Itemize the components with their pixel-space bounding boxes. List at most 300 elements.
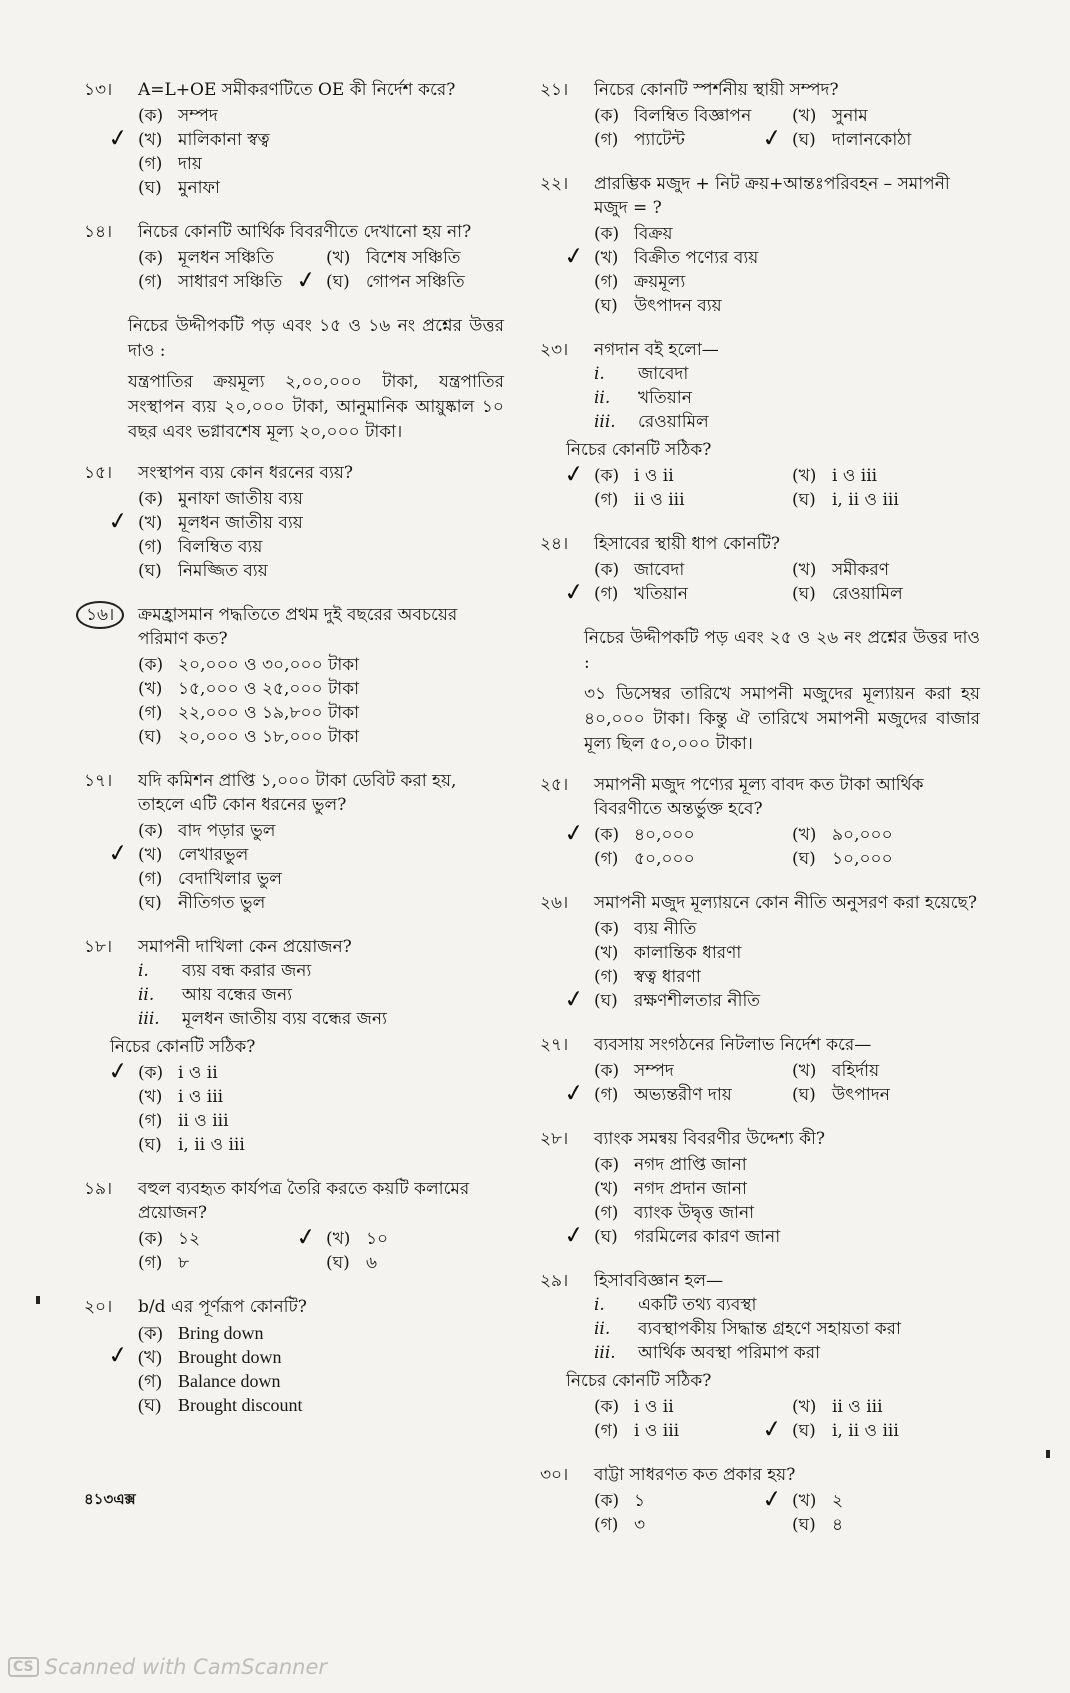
option-2[interactable] [138,1085,504,1109]
option-3[interactable] [594,1201,980,1225]
option-2[interactable] [792,823,980,847]
question-number: ২৩। [540,340,569,360]
option-text: ১০ [366,1229,389,1249]
option-4[interactable] [138,1393,504,1417]
option-text: মুনাফা [178,178,220,198]
question-text: নিচের কোনটি আর্থিক বিবরণীতে দেখানো হয় না? [138,222,472,242]
options [138,246,504,294]
tick-mark-icon: ✓ [562,983,586,1015]
question-6 [84,935,504,1157]
option-4[interactable] [760,1413,980,1445]
tick-mark-icon: ✓ [760,1483,784,1515]
which-correct-prompt: নিচের কোনটি সঠিক? [566,1371,712,1391]
option-text: মূলধন জাতীয় ব্যয় [178,513,303,533]
options [106,819,504,915]
question-text: নগদান বই হলো— [594,340,719,360]
option-text: i, ii ও iii [178,1135,245,1155]
tick-mark-icon: ✓ [562,576,586,608]
statement-list [594,1293,980,1365]
option-4[interactable] [792,1083,980,1107]
statement-label: i. [138,961,149,981]
statement-item [594,1293,980,1317]
option-1[interactable] [594,558,782,582]
question-text: b/d এর পূর্ণরূপ কোনটি? [138,1297,307,1317]
question-text: হিসাবের স্থায়ী ধাপ কোনটি? [594,534,780,554]
tick-mark-icon: ✓ [760,1413,784,1445]
option-label: (গ) [594,272,619,292]
stimulus-text: যন্ত্রপাতির ক্রয়মূল্য ২,০০,০০০ টাকা, যন্ত্রপাতির সংস্থাপন ব্যয় ২০,০০০ টাকা, আনুমানিক আয়ুষ্কাল ১০ বছর এবং ভগ্নাবশেষ মূল্য ২০,০০০ টাকা। [128,372,504,442]
option-text: বাদ পড়ার ভুল [178,821,276,841]
option-1[interactable] [594,917,980,941]
watermark-text: Scanned with CamScanner [44,1655,328,1679]
option-label: (ক) [138,1323,163,1343]
options [594,1483,980,1537]
option-label: (খ) [138,1347,162,1367]
option-label: (গ) [138,1111,163,1131]
statement-label: iii. [138,1009,160,1029]
option-text: i ও iii [634,1421,680,1441]
option-label: (খ) [594,1179,619,1199]
option-label: (গ) [594,1515,619,1535]
options [562,1153,980,1251]
option-text: সম্পদ [178,106,218,126]
option-3[interactable] [562,576,782,608]
option-1[interactable] [594,1153,980,1177]
option-2[interactable] [792,464,980,488]
option-2[interactable] [792,558,980,582]
option-4[interactable] [760,122,980,154]
question-8 [540,1127,980,1249]
option-text: ১২ [178,1229,201,1249]
statement-text: একটি তথ্য ব্যবস্থা [638,1295,757,1315]
options [562,558,980,608]
option-text: ৪ [832,1515,844,1535]
option-1[interactable] [562,817,782,849]
option-label: (খ) [792,1491,817,1511]
statement-item [138,959,504,983]
option-1[interactable] [138,246,316,270]
option-label: (ক) [138,821,164,841]
option-3[interactable] [594,270,980,294]
question-number: ৩০। [540,1465,569,1485]
option-label: (ঘ) [792,849,816,869]
option-label: (ক) [138,248,164,268]
option-text: মুনাফা জাতীয় ব্যয় [178,489,303,509]
option-2[interactable] [294,1221,504,1253]
scan-speck [1046,1450,1050,1458]
options [594,1395,980,1443]
stimulus-passage [84,314,504,445]
option-1[interactable] [138,104,504,128]
option-2[interactable] [106,1339,504,1371]
option-4[interactable] [792,1513,980,1537]
option-4[interactable] [792,488,980,512]
statement-item [138,983,504,1007]
question-number: ২৬। [540,893,569,913]
tick-mark-icon: ✓ [562,1219,586,1251]
statement-item [594,386,980,410]
option-label: (ঘ) [326,272,350,292]
option-4[interactable] [792,582,980,606]
statement-label: i. [594,1295,605,1315]
tick-mark-icon: ✓ [106,505,130,537]
option-label: (ক) [594,825,620,845]
option-label: (গ) [138,703,163,723]
tick-mark-icon: ✓ [294,264,318,296]
option-text: i ও iii [178,1087,224,1107]
option-label: (খ) [138,130,163,150]
statement-item [594,1317,980,1341]
option-label: (ঘ) [792,490,816,510]
statement-text: মূলধন জাতীয় ব্যয় বন্ধের জন্য [182,1009,387,1029]
option-label: (ঘ) [138,1395,162,1415]
option-text: উৎপাদন ব্যয় [634,296,722,316]
statement-text: রেওয়ামিল [638,412,709,432]
option-4[interactable] [138,891,504,915]
option-3[interactable] [594,1513,782,1537]
option-label: (গ) [594,130,619,150]
option-text: বেদাখিলার ভুল [178,869,282,889]
question-text: নিচের কোনটি স্পর্শনীয় স্থায়ী সম্পদ? [594,80,839,100]
option-text: বিলম্বিত বিজ্ঞাপন [634,106,752,126]
option-1[interactable] [594,1489,782,1513]
option-text: নীতিগত ভুল [178,893,266,913]
option-3[interactable] [138,701,504,725]
tick-mark-icon: ✓ [562,1077,586,1109]
option-2[interactable] [792,1059,980,1083]
option-text: ৫০,০০০ [634,849,695,869]
option-text: i ও ii [634,1397,674,1417]
option-text: ৮ [178,1253,190,1273]
option-text: নগদ প্রদান জানা [634,1179,747,1199]
option-text: ২২,০০০ ও ১৯,৮০০ টাকা [178,703,360,723]
option-text: i, ii ও iii [832,490,899,510]
option-1[interactable] [138,819,504,843]
option-1[interactable] [594,222,980,246]
tick-mark-icon: ✓ [562,458,586,490]
question-text: সংস্থাপন ব্যয় কোন ধরনের ব্যয়? [138,463,354,483]
option-text: ২ [832,1491,844,1511]
option-1[interactable] [138,487,504,511]
option-1[interactable] [594,104,782,128]
option-label: (ক) [594,1397,620,1417]
option-label: (ক) [594,466,620,486]
option-label: (ক) [138,1063,164,1083]
option-3[interactable] [138,1369,504,1393]
option-2[interactable] [594,941,980,965]
question-number: ২৪। [540,534,569,554]
option-3[interactable] [594,488,782,512]
option-text: i, ii ও iii [832,1421,899,1441]
option-label: (গ) [594,849,619,869]
option-label: (গ) [594,584,619,604]
question-5 [84,769,504,915]
question-text: হিসাববিজ্ঞান হল— [594,1271,724,1291]
option-label: (খ) [792,1061,817,1081]
option-1[interactable] [106,1055,504,1087]
option-label: (ঘ) [792,130,816,150]
statement-item [594,1341,980,1365]
question-3 [84,461,504,583]
option-label: (ক) [138,106,164,126]
option-label: (ক) [594,106,620,126]
options [562,1059,980,1109]
question-7 [84,1177,504,1275]
options [562,817,980,871]
scan-speck [36,1296,40,1304]
question-number: ১৬। [76,601,124,629]
question-9 [540,1269,980,1443]
option-3[interactable] [562,1077,782,1109]
option-3[interactable] [138,535,504,559]
option-text: ১৫,০০০ ও ২৫,০০০ টাকা [178,679,360,699]
option-2[interactable] [792,1395,980,1419]
option-label: (খ) [138,845,163,865]
option-3[interactable] [594,1419,782,1443]
option-text: বিশেষ সঞ্চিতি [366,248,461,268]
option-text: বিক্রীত পণ্যের ব্যয় [634,248,759,268]
option-text: সুনাম [832,106,868,126]
stimulus-passage [540,626,980,757]
question-text: ক্রমহ্রাসমান পদ্ধতিতে প্রথম দুই বছরের অবচয়ের পরিমাণ কত? [138,605,458,649]
option-3[interactable] [594,128,782,152]
option-text: ১০,০০০ [832,849,893,869]
option-label: (ঘ) [138,561,162,581]
statement-label: ii. [594,388,611,408]
option-label: (ঘ) [792,1515,816,1535]
question-number: ২৯। [540,1271,569,1291]
option-2[interactable] [106,837,504,869]
tick-mark-icon: ✓ [106,1339,130,1371]
statement-text: আর্থিক অবস্থা পরিমাপ করা [638,1343,821,1363]
stimulus-text: ৩১ ডিসেম্বর তারিখে সমাপনী মজুদের মূল্যায়ন করা হয় ৪০,০০০ টাকা। কিন্তু ঐ তারিখে সমাপনী মজুদের বাজার মূল্য ছিল ৫০,০০০ টাকা। [584,684,980,754]
statement-list [138,959,504,1031]
question-number: ১৮। [84,937,113,957]
option-2[interactable] [594,1177,980,1201]
option-label: (খ) [792,825,817,845]
stimulus-instruction: নিচের উদ্দীপকটি পড় এবং ২৫ ও ২৬ নং প্রশ্নের উত্তর দাও : [584,628,980,673]
option-text: ব্যাংক উদ্বৃত্ত জানা [634,1203,755,1223]
statement-label: iii. [594,1343,616,1363]
option-1[interactable] [138,1227,316,1251]
option-2[interactable] [138,677,504,701]
tick-mark-icon: ✓ [106,837,130,869]
option-label: (গ) [594,1085,619,1105]
option-text: স্বত্ব ধারণা [634,967,701,987]
option-label: (খ) [138,679,163,699]
option-label: (খ) [326,1229,351,1249]
option-text: Brought down [178,1347,282,1367]
question-text: সমাপনী মজুদ মূল্যায়নে কোন নীতি অনুসরণ করা হয়েছে? [594,893,977,913]
question-number: ১৫। [84,463,113,483]
option-label: (গ) [138,869,163,889]
options [106,1055,504,1157]
option-3[interactable] [138,867,504,891]
option-label: (খ) [594,943,619,963]
statement-item [138,1007,504,1031]
left-column [84,78,504,1437]
tick-mark-icon: ✓ [106,122,130,154]
option-4[interactable] [138,1133,504,1157]
option-label: (ক) [594,224,620,244]
option-2[interactable] [562,240,980,272]
option-text: রক্ষণশীলতার নীতি [634,991,761,1011]
option-label: (ঘ) [792,584,816,604]
option-text: বিক্রয় [634,224,673,244]
option-2[interactable] [326,246,504,270]
question-text: বাট্টা সাধরণত কত প্রকার হয়? [594,1465,796,1485]
question-number: ২৮। [540,1129,569,1149]
option-text: জাবেদা [634,560,685,580]
option-text: মালিকানা স্বত্ব [178,130,270,150]
statement-text: ব্যবস্থাপকীয় সিদ্ধান্ত গ্রহণে সহায়তা করা [638,1319,901,1339]
question-number: ২২। [540,174,569,194]
question-6 [540,891,980,1013]
option-4[interactable] [562,983,980,1015]
option-label: (ঘ) [792,1085,816,1105]
option-2[interactable] [792,104,980,128]
options [106,104,504,200]
statement-text: জাবেদা [638,364,689,384]
tick-mark-icon: ✓ [760,122,784,154]
option-3[interactable] [138,270,316,294]
option-text: ৪০,০০০ [634,825,695,845]
option-1[interactable] [562,458,782,490]
option-text: সাধারণ সঞ্চিতি [178,272,283,292]
option-text: প্যাটেন্ট [634,130,685,150]
which-correct-prompt: নিচের কোনটি সঠিক? [110,1037,256,1057]
stimulus-instruction: নিচের উদ্দীপকটি পড় এবং ১৫ ও ১৬ নং প্রশ্নের উত্তর দাও : [128,316,504,361]
question-3 [540,532,980,606]
question-number: ২১। [540,80,569,100]
option-label: (ক) [138,489,164,509]
option-text: মূলধন সঞ্চিতি [178,248,274,268]
option-3[interactable] [594,965,980,989]
option-label: (গ) [138,1253,163,1273]
camscanner-watermark [8,1655,327,1679]
statement-text: ব্যয় বন্ধ করার জন্য [182,961,312,981]
option-label: (গ) [138,1371,162,1391]
statement-label: iii. [594,412,616,432]
question-number: ১৯। [84,1179,113,1199]
options [138,1221,504,1275]
option-label: (খ) [326,248,351,268]
option-label: (খ) [138,1087,163,1107]
option-text: নগদ প্রাপ্তি জানা [634,1155,747,1175]
option-4[interactable] [792,847,980,871]
option-label: (খ) [792,560,817,580]
option-label: (খ) [792,106,817,126]
option-1[interactable] [594,1059,782,1083]
option-label: (ক) [594,560,620,580]
option-1[interactable] [594,1395,782,1419]
option-text: i ও ii [178,1063,218,1083]
question-text: বহুল ব্যবহৃত কার্যপত্র তৈরি করতে কয়টি কলামের প্রয়োজন? [138,1179,470,1223]
camscanner-logo-icon: CS [8,1657,39,1677]
option-label: (গ) [594,1203,619,1223]
option-3[interactable] [594,847,782,871]
option-text: নিমজ্জিত ব্যয় [178,561,268,581]
option-text: ১ [634,1491,646,1511]
option-text: ii ও iii [634,490,685,510]
right-column [540,78,980,1557]
option-4[interactable] [138,725,504,749]
option-label: (ঘ) [792,1421,816,1441]
statement-label: i. [594,364,605,384]
option-2[interactable] [106,122,504,154]
option-label: (ঘ) [326,1253,350,1273]
option-label: (গ) [138,154,163,174]
question-8 [84,1295,504,1417]
statement-item [594,410,980,434]
statement-label: ii. [138,985,155,1005]
option-label: (ঘ) [594,991,618,1011]
question-number: ২০। [84,1297,113,1317]
question-text: ব্যাংক সমন্বয় বিবরণীর উদ্দেশ্য কী? [594,1129,825,1149]
option-label: (গ) [594,490,619,510]
option-text: Brought discount [178,1395,303,1415]
option-2[interactable] [760,1483,980,1515]
option-text: i ও ii [634,466,674,486]
options [594,104,980,152]
option-text: দায় [178,154,202,174]
option-4[interactable] [294,264,504,296]
tick-mark-icon: ✓ [562,817,586,849]
option-text: লেখারভুল [178,845,249,865]
option-text: i ও iii [832,466,878,486]
option-label: (খ) [792,1397,817,1417]
option-text: ২০,০০০ ও ১৮,০০০ টাকা [178,727,360,747]
option-2[interactable] [106,505,504,537]
option-4[interactable] [594,294,980,318]
option-3[interactable] [138,1109,504,1133]
option-label: (ঘ) [138,893,162,913]
option-text: ৩ [634,1515,646,1535]
option-4[interactable] [326,1251,504,1275]
option-4[interactable] [138,559,504,583]
statement-text: আয় বন্ধের জন্য [182,985,293,1005]
question-text: ব্যবসায় সংগঠনের নিটলাভ নির্দেশ করে— [594,1035,872,1055]
option-1[interactable] [138,1321,504,1345]
option-label: (ক) [138,655,164,675]
option-label: (গ) [594,967,619,987]
option-4[interactable] [138,176,504,200]
option-label: (ক) [138,1229,164,1249]
question-text: A=L+OE সমীকরণটিতে OE কী নির্দেশ করে? [138,80,456,100]
question-number: ১৭। [84,771,113,791]
question-text: যদি কমিশন প্রাপ্তি ১,০০০ টাকা ডেবিট করা হয়, তাহলে এটি কোন ধরনের ভুল? [138,771,457,815]
option-text: ii ও iii [178,1111,229,1131]
option-text: দালানকোঠা [832,130,912,150]
option-3[interactable] [138,152,504,176]
option-label: (ক) [594,919,620,939]
option-text: বহির্দায় [832,1061,880,1081]
option-label: (ক) [594,1491,620,1511]
question-number: ১৪। [84,222,113,242]
option-3[interactable] [138,1251,316,1275]
statement-label: ii. [594,1319,611,1339]
option-1[interactable] [138,653,504,677]
option-4[interactable] [562,1219,980,1251]
question-2 [540,338,980,512]
option-text: ৬ [366,1253,378,1273]
option-text: Bring down [178,1323,264,1343]
question-4 [84,603,504,749]
option-text: সমীকরণ [832,560,890,580]
option-label: (গ) [138,537,163,557]
question-0 [84,78,504,200]
question-5 [540,773,980,871]
